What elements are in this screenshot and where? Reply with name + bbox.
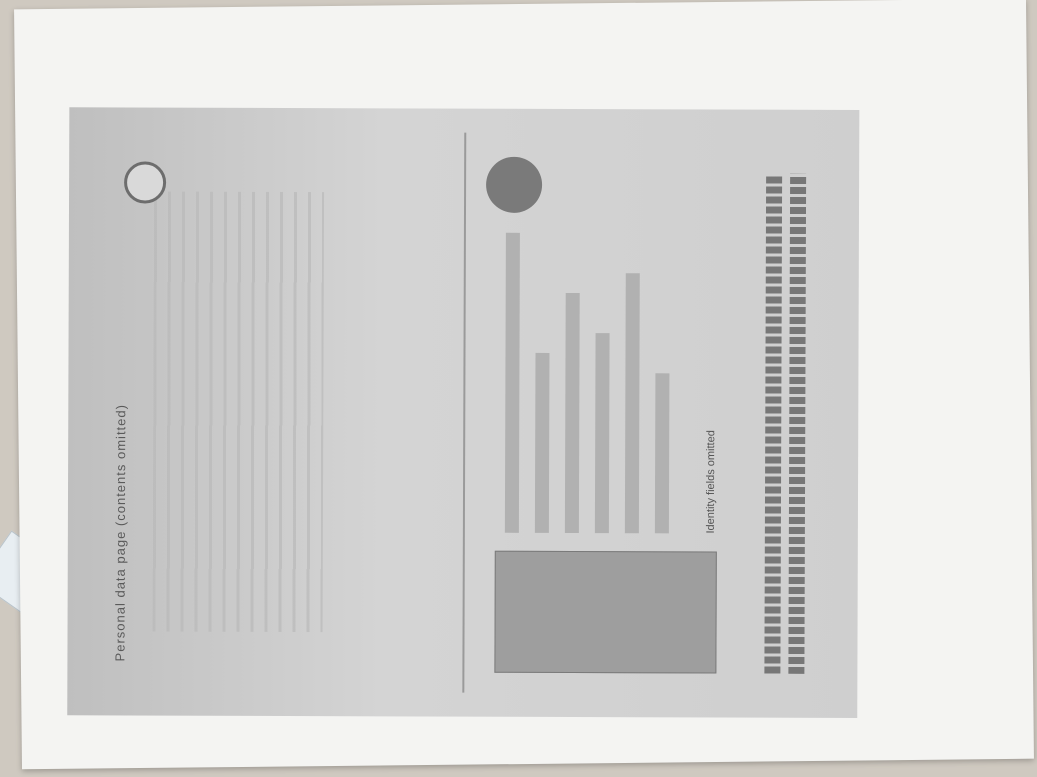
photocopy — [67, 107, 859, 718]
data-page — [462, 133, 836, 694]
field-placeholder — [565, 293, 580, 533]
passport-spread — [92, 131, 834, 694]
field-placeholder — [655, 373, 670, 533]
redaction-note: Identity fields omitted — [704, 430, 718, 534]
emblem-icon — [486, 157, 542, 213]
paper-sheet — [14, 0, 1034, 769]
field-placeholder — [595, 333, 610, 533]
contact-page-heading: Personal data page (contents omitted) — [112, 403, 129, 662]
contact-page — [92, 131, 464, 692]
mrz-placeholder — [788, 174, 806, 674]
contact-page-text-placeholder — [153, 192, 325, 633]
field-placeholder — [625, 273, 640, 533]
photo-placeholder — [494, 551, 716, 674]
seal-icon — [124, 161, 166, 203]
field-placeholder — [505, 233, 520, 533]
mrz-placeholder — [764, 174, 782, 674]
field-placeholder — [535, 353, 550, 533]
